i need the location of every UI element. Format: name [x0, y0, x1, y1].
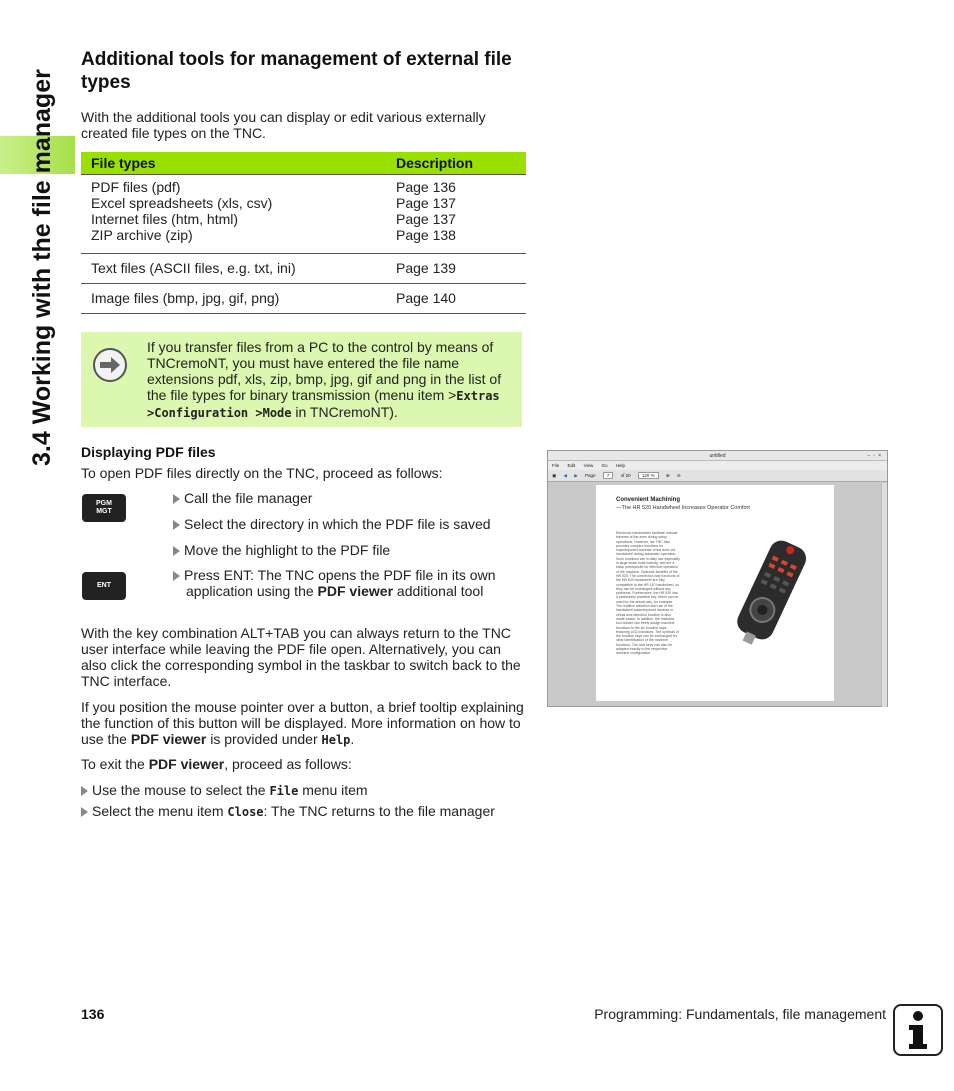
para-text: is provided under [206, 731, 322, 747]
pdf-viewer-screenshot [547, 450, 888, 707]
viewer-scrollbar [881, 483, 887, 707]
doc-body: Electronic handwheels facilitate manual traverse of the axes during setup operations. However, the TNC also provides complex functions for superimposed traverse of the axes via handwheel during automatic operation. Such functions are in daily use especially in large-scale mold making, and are a basic prerequisite for effective operation of the machine. Operator benefits of the HR 520: The connection and functions of the HR 520 handwheel are fully compatible to the HR 410 handwheel, so they can be exchanged without any problems. Furthermore, the HR 520 has a particularly practical key, which can be used for the actual axis, for example. The intuitive selection and use of the handwheel superimposed traverse in virtual axis direction function is also made easier. In addition, the machine tool builder can freely assign machine functions to the six function keys featuring LED indicators. The symbols of the function keys can be exchanged for clear identification of the machine functions. The axis keys can also be adapted exactly to the respective machine configuration. [616, 531, 680, 656]
step-arrow-icon [173, 520, 180, 530]
viewer-document-page [596, 485, 834, 701]
para-bold: PDF viewer [148, 756, 225, 772]
step-item [173, 567, 518, 599]
note-text-before: If you transfer files from a PC to the control by means of TNCremoNT, you must have entered the file name extensions pdf, xls, zip, bmp, jpg, gif and png in the list of the file types for binary transmission (menu item > [147, 339, 502, 403]
viewer-toolbar [548, 470, 887, 482]
chapter-side-title: 3.4 Working with the file manager [28, 69, 56, 466]
para-text: . [350, 731, 355, 747]
note-box [81, 332, 522, 427]
viewer-menu-bar [548, 461, 887, 470]
save-icon: ▣ [552, 473, 557, 478]
ent-key[interactable] [82, 572, 126, 600]
para-alt-tab: With the key combination ALT+TAB you can always return to the TNC user interface while leaving the PDF file open. Alternatively, you can also click the corresponding symbol in the taskbar to switch back to the TNC interface. [81, 625, 521, 689]
key-label: MGT [96, 508, 112, 515]
table-cell-types [81, 174, 386, 253]
page-number: 136 [81, 1006, 105, 1022]
doc-heading: Convenient Machining [616, 497, 681, 503]
step-text: Move the highlight to the PDF file [184, 542, 391, 558]
viewer-page-label: Page [585, 473, 596, 478]
table-cell-pages: Page 139 [386, 253, 526, 283]
step-code: Close [227, 805, 264, 819]
para-exit [81, 756, 524, 772]
viewer-menu-edit: Edit [567, 463, 576, 468]
key-label: ENT [97, 582, 111, 589]
zoom-in-icon: ⊕ [665, 473, 670, 478]
zoom-out-icon: ⊖ [676, 473, 681, 478]
para-text: If you position the mouse pointer over a button, a brief tooltip explaining the function of this button will be displayed. More information on how to use the [81, 699, 524, 747]
page-ref: Page 136 [396, 178, 456, 195]
info-icon [893, 1004, 943, 1056]
file-types-table [81, 152, 526, 314]
viewer-page-total: of 20 [620, 473, 631, 478]
table-cell-pages: Page 140 [386, 283, 526, 313]
doc-subheading: —The HR 520 Handwheel Increases Operator Comfort [616, 505, 750, 511]
note-menu-path: Extras >Configuration >Mode [147, 389, 500, 420]
back-arrow-icon: ◀ [563, 473, 567, 478]
para-text: , proceed as follows: [224, 756, 352, 772]
step-arrow-icon [81, 807, 88, 817]
key-label: PGM [96, 500, 112, 507]
step-arrow-icon [173, 494, 180, 504]
para-code: Help [321, 733, 351, 747]
footer-chapter: Programming: Fundamentals, file management [594, 1006, 886, 1022]
table-row [81, 253, 526, 283]
step-arrow-icon [173, 571, 180, 581]
viewer-menu-help: Help [615, 463, 626, 468]
table-row [81, 283, 526, 313]
subsection-title: Displaying PDF files [81, 444, 216, 460]
para-tooltip [81, 699, 524, 748]
step-bold: PDF viewer [317, 583, 394, 599]
note-text-after: in TNCremoNT). [291, 404, 398, 420]
page-ref: Page 138 [396, 226, 456, 243]
table-cell-pages [386, 174, 526, 253]
step-text: Use the mouse to select the [92, 782, 270, 798]
table-cell-types: Text files (ASCII files, e.g. txt, ini) [81, 253, 386, 283]
step-text: Press ENT: The TNC opens the PDF file in its own application using the [184, 567, 496, 599]
table-cell-types: Image files (bmp, jpg, gif, png) [81, 283, 386, 313]
step-text: additional tool [393, 583, 484, 599]
viewer-menu-file: File [552, 463, 560, 468]
exit-step-item [81, 803, 524, 820]
page-ref: Page 137 [396, 210, 456, 227]
step-text: menu item [298, 782, 368, 798]
step-code: File [269, 784, 299, 798]
step-arrow-icon [81, 786, 88, 796]
section-title: Additional tools for management of external file types [81, 49, 512, 93]
step-item [173, 516, 523, 532]
file-type-pdf: PDF files (pdf) [91, 178, 181, 195]
table-row [81, 174, 526, 253]
section-intro: With the additional tools you can display or edit various externally created file types on the TNC. [81, 109, 486, 141]
viewer-zoom: 120 % [638, 472, 659, 479]
note-text [147, 339, 517, 421]
viewer-title-bar [548, 451, 887, 461]
step-item [173, 490, 523, 506]
step-text: : The TNC returns to the file manager [263, 803, 495, 819]
viewer-menu-view: View [583, 463, 594, 468]
viewer-page-value: 7 [603, 472, 614, 479]
para-bold: PDF viewer [130, 731, 207, 747]
page-ref: Page 137 [396, 194, 456, 211]
pgm-mgt-key[interactable] [82, 494, 126, 522]
viewer-window-title: untitled [709, 453, 726, 459]
step-text: Select the menu item [92, 803, 228, 819]
viewer-menu-go: Go [601, 463, 608, 468]
step-arrow-icon [173, 546, 180, 556]
arrow-right-icon [93, 348, 127, 382]
window-controls-icon: –▫× [867, 453, 884, 459]
exit-step-item [81, 782, 524, 799]
table-header-file-types: File types [81, 152, 386, 174]
file-type-internet: Internet files (htm, html) [91, 210, 239, 227]
para-text: To exit the [81, 756, 149, 772]
step-text: Call the file manager [184, 490, 313, 506]
step-text: Select the directory in which the PDF file is saved [184, 516, 491, 532]
table-header-description: Description [386, 152, 526, 174]
pdf-intro: To open PDF files directly on the TNC, proceed as follows: [81, 465, 443, 481]
handwheel-image [724, 531, 814, 656]
file-type-excel: Excel spreadsheets (xls, csv) [91, 194, 273, 211]
step-item [173, 542, 523, 558]
file-type-zip: ZIP archive (zip) [91, 226, 193, 243]
forward-arrow-icon: ▶ [574, 473, 578, 478]
